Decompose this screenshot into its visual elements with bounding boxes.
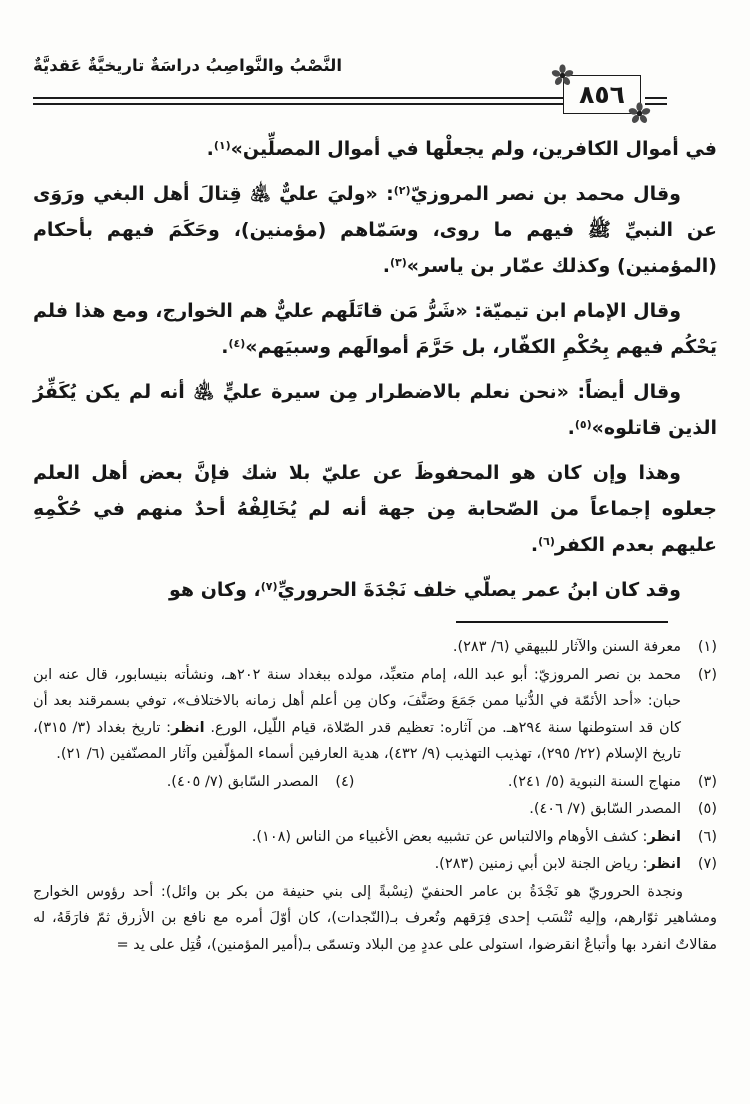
footnote-pair-row: [33, 769, 717, 796]
footnote-text: المصدر السّابق (٧/ ٤٠٦).: [529, 801, 681, 817]
footnote-text: انظر: رياض الجنة لابن أبي زمنين (٢٨٣).: [434, 856, 681, 872]
footnote-number: (٦): [697, 828, 717, 845]
footnote-number: (٧): [697, 856, 717, 872]
footnote-item: [33, 769, 354, 796]
footnote-separator: [456, 621, 668, 623]
page-number: ٨٥٦: [579, 80, 625, 109]
page-content: [33, 128, 717, 958]
ornament-flower-icon: [550, 63, 575, 88]
body-paragraph: وهذا وإن كان هو المحفوظَ عن عليّ بلا شك فإنَّ بعض أهل العلم جعلوه إجماعاً من الصّحابة مِن جهة أنه لم يُخَالِفْهُ أحدٌ منهم في حُكْمِهِ عليهم بعدم الكفر$^{(٦)}$.: [33, 462, 717, 556]
book-title: النَّصْبُ والنَّواصِبُ دراسَةٌ تاريخيَّةٌ عَقديَّةٌ: [33, 56, 342, 75]
footnote-item: [33, 662, 717, 768]
header-rule: [33, 97, 563, 105]
footnote-number: (١): [697, 639, 717, 655]
footnotes-section: [33, 634, 717, 958]
footnote-item: [33, 634, 717, 661]
footnote-text: معرفة السنن والآثار للبيهقي (٦/ ٢٨٣).: [452, 639, 681, 655]
footnote-number: (٤): [335, 773, 355, 790]
footnote-number: (٥): [697, 801, 717, 817]
footnote-text: انظر: كشف الأوهام والالتباس عن تشبيه بعض الأغبياء من الناس (١٠٨).: [251, 828, 681, 845]
footnote-number: (٢): [697, 666, 717, 683]
footnote-item: [354, 769, 717, 796]
body-paragraph: في أموال الكافرين، ولم يجعلْها في أموال المصلِّين»$^{(١)}$.: [206, 138, 717, 160]
footnote-item: [33, 824, 717, 851]
footnote-text: المصدر السّابق (٧/ ٤٠٥).: [166, 773, 319, 790]
ornament-flower-icon: [627, 101, 652, 126]
footnote-text: محمد بن نصر المروزيّ: أبو عبد الله، إمام متعبِّد، مولده ببغداد سنة ٢٠٢هـ، ونشأته بنيسابور، قال عنه ابن حبان: «أحد الأئمّة في الدُّنيا ممن جَمَعَ وصَنَّفَ، وكان مِن أعلم أهل زمانه بالاختلاف»، توفي بسمرقند بعد أن كان قد استوطنها سنة ٢٩٤هـ. من آثاره: تعظيم قدر الصّلاة، قيام اللّيل، الورع. انظر: تاريخ بغداد (٣/ ٣١٥)، تاريخ الإسلام (٢٢/ ٢٩٥)، تهذيب التهذيب (٩/ ٤٣٢)، هدية العارفين أسماء المؤلّفين وآثار المصنّفين (٦/ ٢١).: [33, 666, 681, 762]
body-paragraph: وقال أيضاً: «نحن نعلم بالاضطرار مِن سيرة عليٍّ ﵁ أنه لم يكن يُكَفِّرُ الذين قاتلوه»$^{(٥)}$.: [33, 381, 717, 439]
page-header: [0, 0, 750, 128]
body-paragraph: وقال الإمام ابن تيميّة: «شَرُّ مَن قاتَلَهم عليٌّ هم الخوارج، ومع هذا فلم يَحْكُم فيهم بِحُكْمِ الكفّار، بل حَرَّمَ أموالَهم وسبيَهم»$^{(٤)}$.: [33, 300, 717, 358]
footnote-item: [33, 851, 717, 878]
footnote-item: [33, 796, 717, 823]
footnote-number: (٣): [697, 773, 717, 790]
footnote-text: منهاج السنة النبوية (٥/ ٢٤١).: [507, 773, 681, 790]
body-paragraph: وقد كان ابنُ عمر يصلّي خلف نَجْدَةَ الحروريِّ$^{(٧)}$، وكان هو: [169, 579, 681, 601]
body-paragraph: وقال محمد بن نصر المروزيّ$^{(٢)}$: «وليَ عليٌّ ﵁ قِتالَ أهل البغي ورَوَى عن النبيِّ ﷺ فيهم ما روى، وسَمّاهم (مؤمنين)، وحَكَمَ فيهم بأحكام (المؤمنين) وكذلك عمّار بن ياسر»$^{(٣)}$.: [33, 183, 717, 277]
footnote-continuation: ونجدة الحروريّ هو نَجْدَةُ بن عامر الحنفيّ (نِسْبةً إلى بني حنيفة من بكر بن وائل): أحد رؤوس الخوارج ومشاهير ثوّارهم، وإليه تُنْسَب إحدى فِرَقهم وتُعرف بـ(النّجدات)، كان أوّلَ أمره مع نافع بن الأزرق ثمّ فارَقَهُ، له مقالاتٌ انفرد بها وأتباعٌ انقرضوا، استولى على عددٍ مِن البلاد وتسمّى بـ(أمير المؤمنين)، قُتِل على يد =: [33, 883, 717, 953]
